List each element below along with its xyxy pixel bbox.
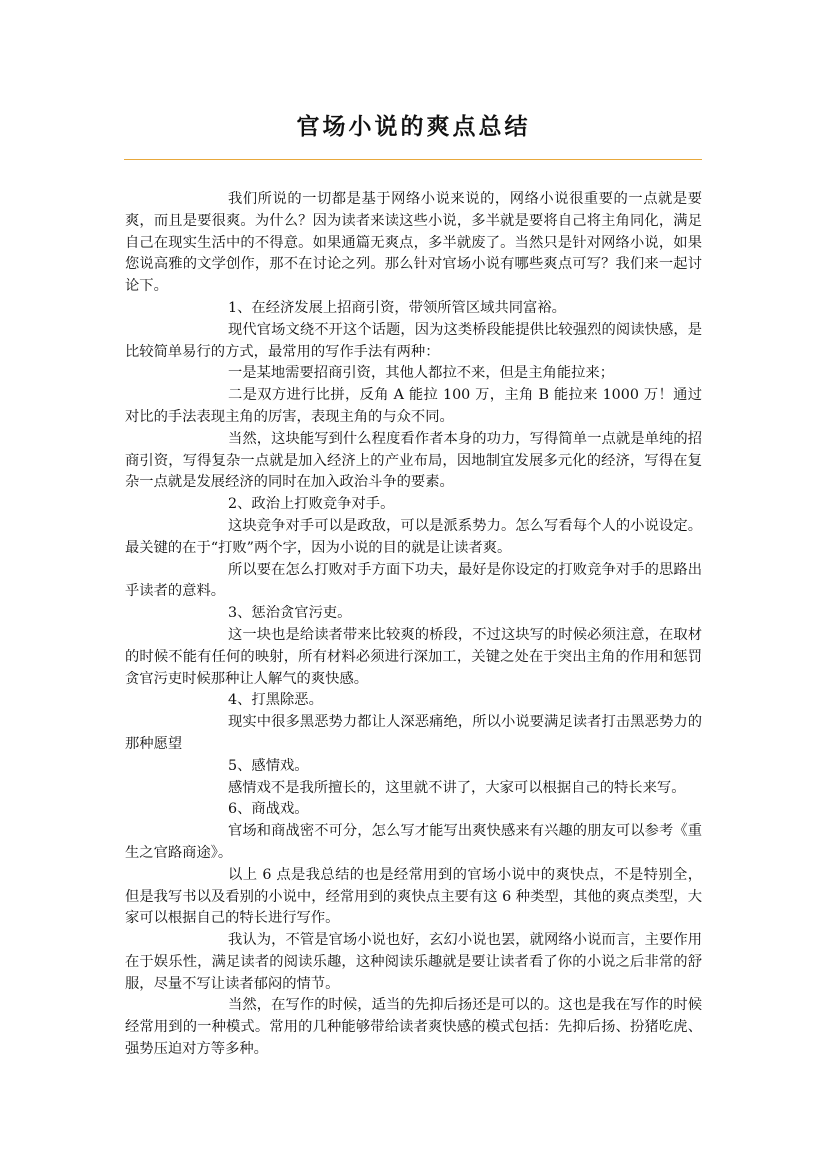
paragraph-heading-1: 1、在经济发展上招商引资，带领所管区域共同富裕。 bbox=[228, 299, 566, 316]
paragraph-summary: 以上 6 点是我总结的也是经常用到的官场小说中的爽快点，不是特别全，但是我写书以及看别的小说中，经常用到的爽快点主要有这 6 种类型，其他的爽点类型，大家可以根据自己的特长进行写作。 bbox=[125, 866, 702, 927]
paragraph: 这块竞争对手可以是政敌，可以是派系势力。怎么写看每个人的小说设定。最关键的在于“打败”两个字，因为小说的目的就是让读者爽。 bbox=[125, 517, 702, 556]
paragraph-heading-3: 3、惩治贪官污吏。 bbox=[228, 605, 352, 622]
title-divider bbox=[124, 159, 702, 160]
paragraph-intro: 我们所说的一切都是基于网络小说来说的，网络小说很重要的一点就是要爽，而且是要很爽。为什么？因为读者来读这些小说，多半就是要将自己将主角同化，满足自己在现实生活中的不得意。如果通篇无爽点，多半就废了。当然只是针对网络小说，如果您说高雅的文学创作，那不在讨论之列。那么针对官场小说有哪些爽点可写？我们来一起讨论下。 bbox=[125, 191, 702, 295]
paragraph: 所以要在怎么打败对手方面下功夫，最好是你设定的打败竞争对手的思路出乎读者的意料。 bbox=[125, 561, 702, 600]
paragraph: 官场和商战密不可分，怎么写才能写出爽快感来有兴趣的朋友可以参考《重生之官路商途》。 bbox=[125, 823, 702, 861]
document-title: 官场小说的爽点总结 bbox=[296, 114, 531, 140]
paragraph-heading-4: 4、打黑除恶。 bbox=[228, 692, 323, 709]
paragraph-heading-2: 2、政治上打败竞争对手。 bbox=[228, 496, 395, 513]
paragraph-heading-5: 5、感情戏。 bbox=[228, 757, 309, 774]
paragraph: 现实中很多黑恶势力都让人深恶痛绝，所以小说要满足读者打击黑恶势力的那种愿望 bbox=[125, 714, 702, 752]
paragraph: 感情戏不是我所擅长的，这里就不讲了，大家可以根据自己的特长来写。 bbox=[228, 779, 686, 796]
document-body bbox=[125, 189, 702, 1061]
paragraph: 这一块也是给读者带来比较爽的桥段，不过这块写的时候必须注意，在取材的时候不能有任何的映射，所有材料必须进行深加工，关键之处在于突出主角的作用和惩罚贪官污吏时候那种让人解气的爽快感。 bbox=[125, 626, 702, 687]
paragraph: 现代官场文绕不开这个话题，因为这类桥段能提供比较强烈的阅读快感，是比较简单易行的方式，最常用的写作手法有两种： bbox=[125, 321, 702, 360]
paragraph-heading-6: 6、商战戏。 bbox=[228, 801, 309, 818]
paragraph: 二是双方进行比拼，反角 A 能拉 100 万，主角 B 能拉来 1000 万！通过对比的手法表现主角的厉害，表现主角的与众不同。 bbox=[125, 387, 702, 425]
paragraph: 我认为，不管是官场小说也好，玄幻小说也罢，就网络小说而言，主要作用在于娱乐性，满足读者的阅读乐趣，这种阅读乐趣就是要让读者看了你的小说之后非常的舒服，尽量不写让读者郁闷的情节。 bbox=[125, 932, 702, 992]
paragraph: 一是某地需要招商引资，其他人都拉不来，但是主角能拉来； bbox=[228, 365, 615, 382]
paragraph-conclusion: 当然，在写作的时候，适当的先抑后扬还是可以的。这也是我在写作的时候经常用到的一种模式。常用的几种能够带给读者爽快感的模式包括：先抑后扬、扮猪吃虎、强势压迫对方等多种。 bbox=[125, 997, 702, 1058]
paragraph: 当然，这块能写到什么程度看作者本身的功力，写得简单一点就是单纯的招商引资，写得复杂一点就是加入经济上的产业布局，因地制宜发展多元化的经济，写得在复杂一点就是发展经济的同时在加入政治斗争的要素。 bbox=[125, 430, 702, 491]
